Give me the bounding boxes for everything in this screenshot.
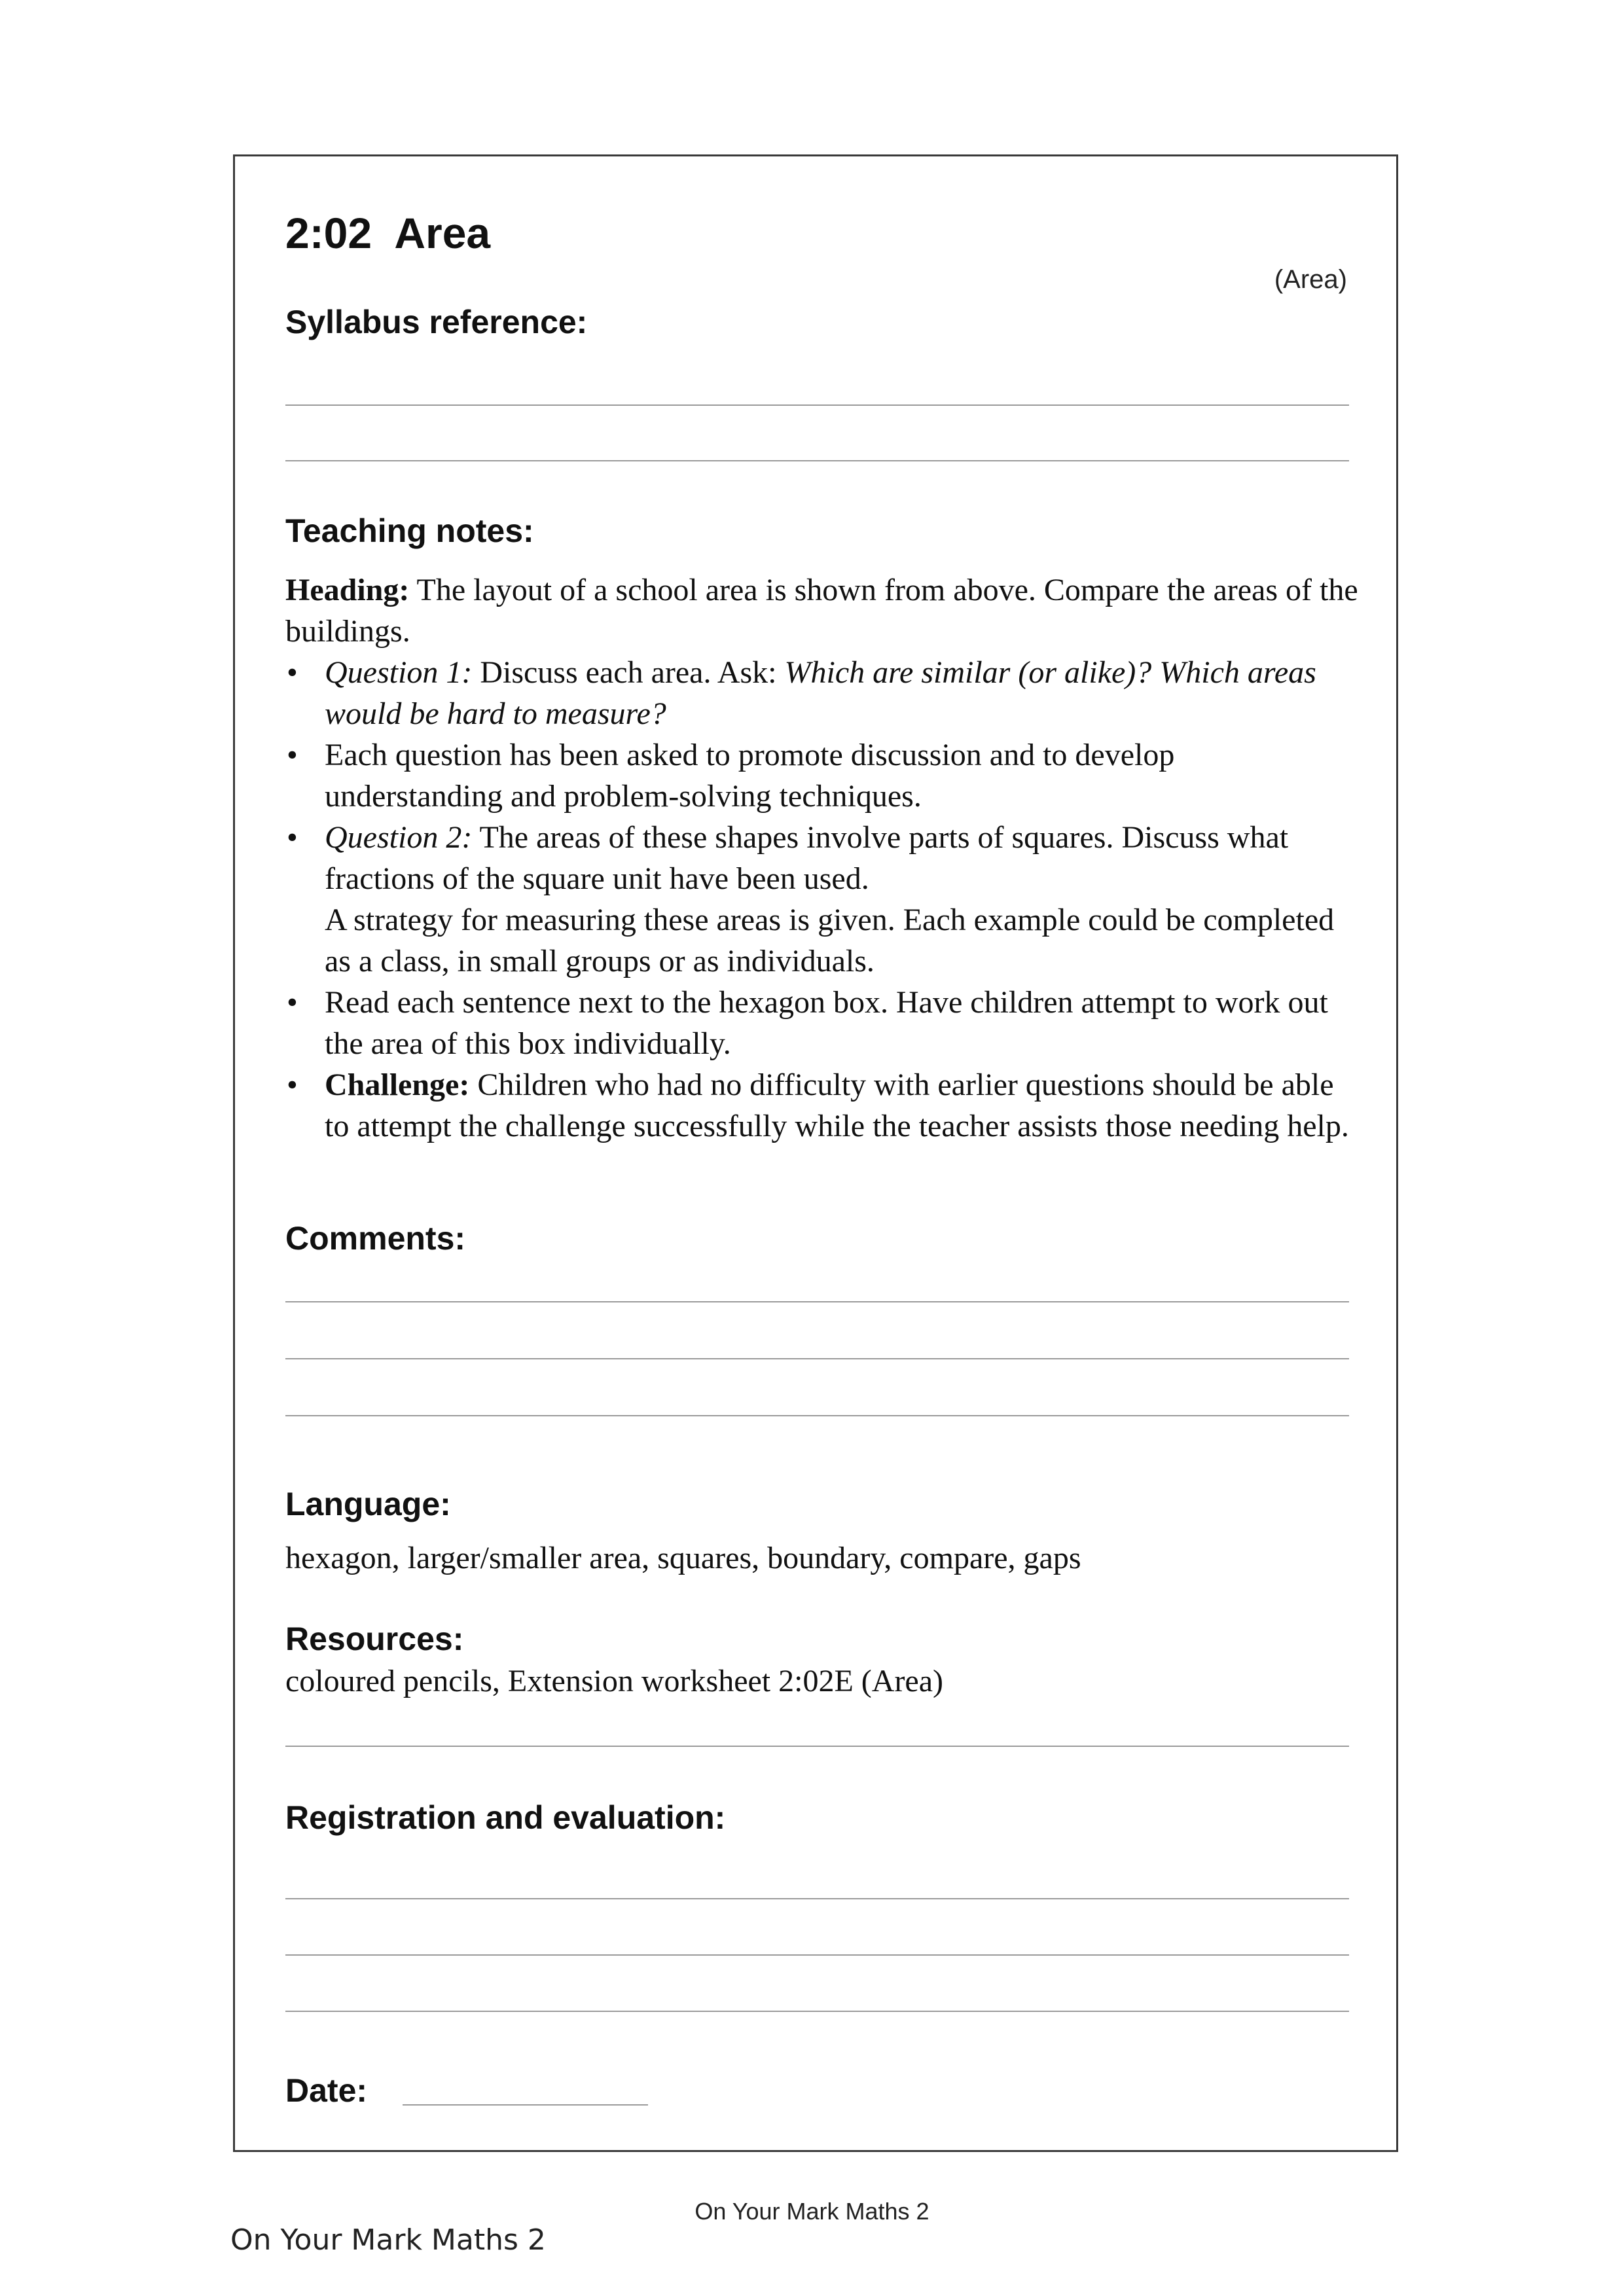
notes-heading-label: Heading: — [285, 573, 410, 607]
footer-center: On Your Mark Maths 2 — [695, 2198, 929, 2225]
teaching-notes-body — [285, 569, 1359, 1147]
registration-heading: Registration and evaluation: — [285, 1799, 726, 1836]
bullet-glyph: • — [287, 655, 298, 690]
list-item — [285, 1064, 1359, 1147]
resources-text: coloured pencils, Extension worksheet 2:02E (Area) — [285, 1664, 944, 1698]
list-item — [285, 982, 1359, 1064]
notes-heading-text: The layout of a school area is shown from above. Compare the areas of the buildings. — [285, 573, 1358, 649]
registration-line-3 — [285, 2011, 1349, 2012]
q1-italic: Which are similar (or alike)? Which areas would be hard to measure? — [325, 655, 1316, 731]
notes-list — [285, 652, 1359, 1147]
registration-line-1 — [285, 1898, 1349, 1899]
q2-text: The areas of these shapes involve parts of squares. Discuss what fractions of the square unit have been used. — [325, 820, 1289, 896]
teaching-notes-heading: Teaching notes: — [285, 512, 534, 549]
title-text: Area — [394, 209, 491, 257]
topic-tag: (Area) — [1274, 265, 1347, 294]
bullet-glyph: • — [287, 1067, 298, 1102]
q2-extra: A strategy for measuring these areas is given. Each example could be completed as a class, in small groups or as individuals. — [325, 903, 1335, 978]
list-item — [285, 817, 1359, 982]
registration-line-2 — [285, 1954, 1349, 1956]
comments-line-1 — [285, 1301, 1349, 1302]
comments-line-2 — [285, 1358, 1349, 1359]
bullet-glyph: • — [287, 738, 298, 772]
comments-heading: Comments: — [285, 1220, 466, 1257]
resources-line — [285, 1746, 1349, 1747]
syllabus-heading: Syllabus reference: — [285, 304, 588, 340]
page-frame — [233, 154, 1398, 2152]
list-item — [285, 734, 1359, 817]
syllabus-line-2 — [285, 460, 1349, 461]
notes-heading-paragraph — [285, 569, 1359, 652]
bullet-glyph: • — [287, 985, 298, 1020]
syllabus-line-1 — [285, 404, 1349, 406]
title-number: 2:02 — [285, 209, 372, 257]
language-heading: Language: — [285, 1486, 451, 1522]
challenge-text: Children who had no difficulty with earlier questions should be able to attempt the challenge successfully while the teacher assists those needing help. — [325, 1067, 1349, 1143]
footer-left: On Your Mark Maths 2 — [230, 2223, 546, 2257]
page-title — [285, 208, 490, 258]
q1-text: Discuss each area. Ask: — [472, 655, 785, 690]
challenge-label: Challenge: — [325, 1067, 470, 1102]
date-line — [403, 2104, 648, 2106]
bullet-glyph: • — [287, 820, 298, 855]
list-item — [285, 652, 1359, 734]
item2-text: Each question has been asked to promote discussion and to develop understanding and problem-solving techniques. — [325, 738, 1175, 814]
date-label: Date: — [285, 2072, 368, 2109]
q1-label: Question 1: — [325, 655, 473, 690]
resources-heading: Resources: — [285, 1621, 464, 1657]
item4-text: Read each sentence next to the hexagon box. Have children attempt to work out the area of this box individually. — [325, 985, 1328, 1061]
language-text: hexagon, larger/smaller area, squares, boundary, compare, gaps — [285, 1541, 1081, 1575]
comments-line-3 — [285, 1415, 1349, 1416]
q2-label: Question 2: — [325, 820, 473, 855]
